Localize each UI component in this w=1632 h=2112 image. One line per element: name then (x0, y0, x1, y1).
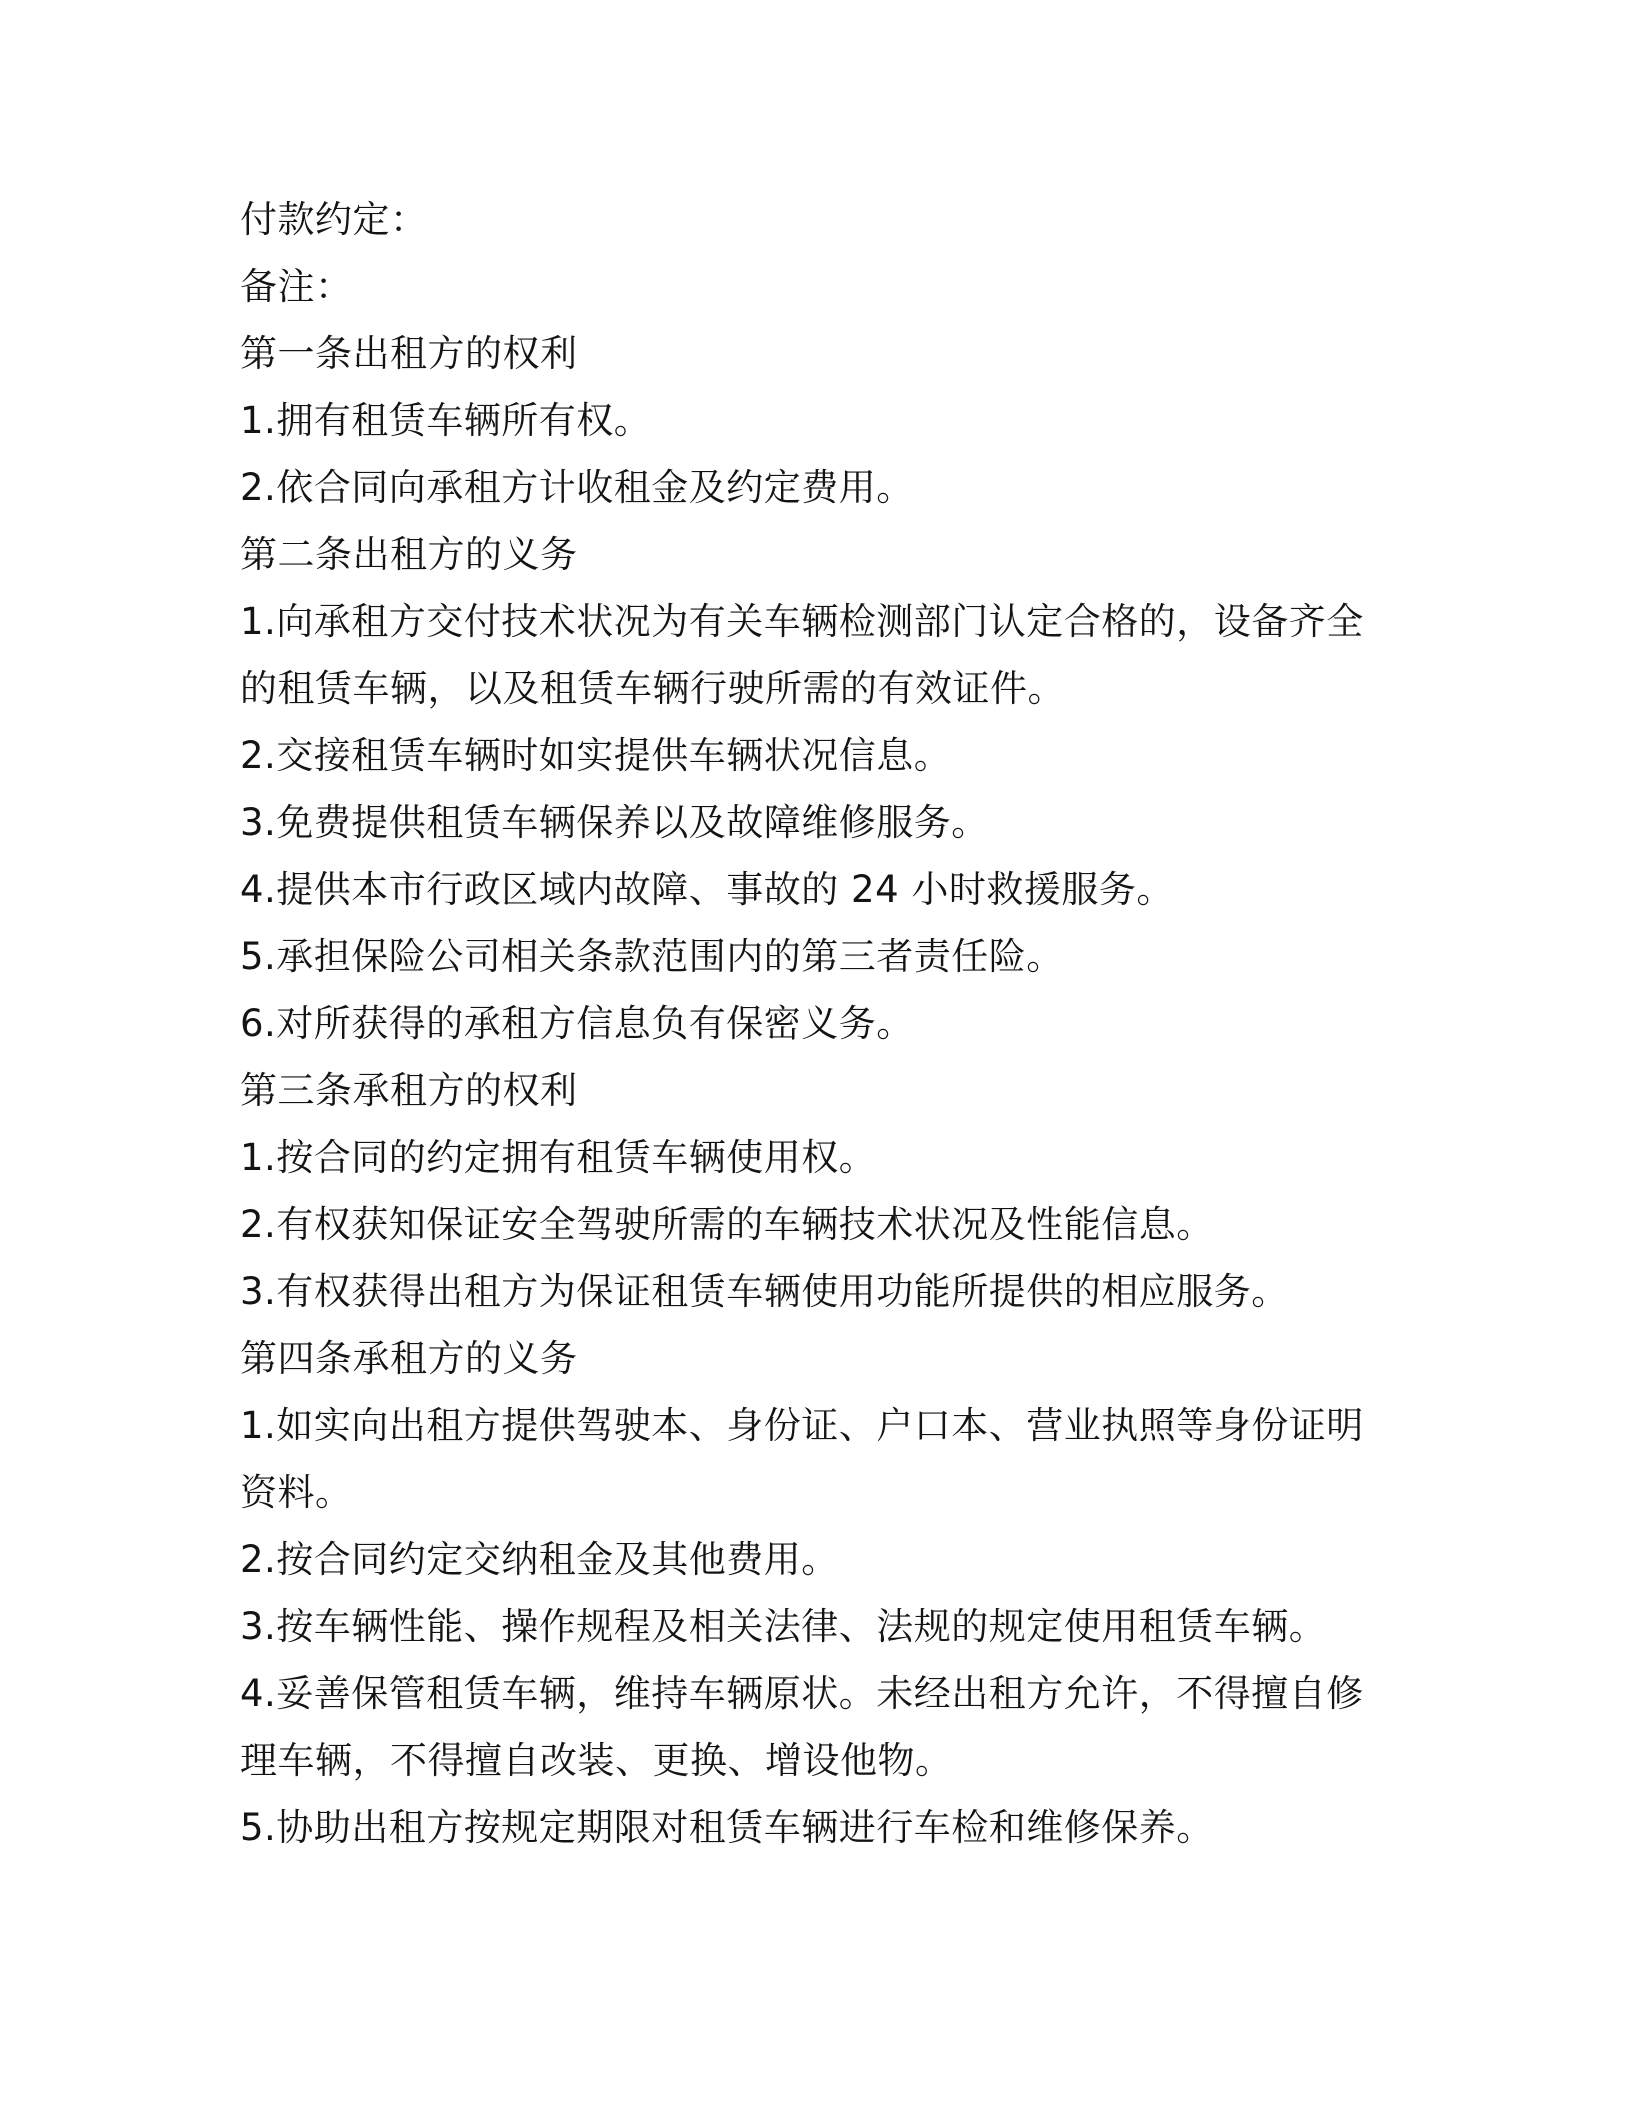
article-4-item-2: 2.按合同约定交纳租金及其他费用。 (240, 1538, 839, 1581)
article-3-item-1: 1.按合同的约定拥有租赁车辆使用权。 (240, 1136, 877, 1179)
article-4-item-5: 5.协助出租方按规定期限对租赁车辆进行车检和维修保养。 (240, 1806, 1214, 1849)
article-4-item-4: 4.妥善保管租赁车辆，维持车辆原状。未经出租方允许，不得擅自修 (240, 1672, 1364, 1715)
article-2-item-2: 2.交接租赁车辆时如实提供车辆状况信息。 (240, 734, 952, 777)
article-4-item-1-continued: 资料。 (240, 1471, 353, 1514)
article-2-item-3: 3.免费提供租赁车辆保养以及故障维修服务。 (240, 801, 989, 844)
article-3-item-3: 3.有权获得出租方为保证租赁车辆使用功能所提供的相应服务。 (240, 1270, 1289, 1313)
article-4-item-3: 3.按车辆性能、操作规程及相关法律、法规的规定使用租赁车辆。 (240, 1605, 1327, 1648)
article-2-item-1: 1.向承租方交付技术状况为有关车辆检测部门认定合格的，设备齐全 (240, 600, 1364, 643)
article-4-heading: 第四条承租方的义务 (240, 1337, 578, 1380)
article-1-item-1: 1.拥有租赁车辆所有权。 (240, 399, 652, 442)
payment-terms-label: 付款约定： (240, 198, 428, 241)
article-4-item-1: 1.如实向出租方提供驾驶本、身份证、户口本、营业执照等身份证明 (240, 1404, 1364, 1447)
article-2-item-6: 6.对所获得的承租方信息负有保密义务。 (240, 1002, 914, 1045)
remarks-label: 备注： (240, 265, 353, 308)
article-2-item-4: 4.提供本市行政区域内故障、事故的 24 小时救援服务。 (240, 868, 1174, 911)
article-2-item-5: 5.承担保险公司相关条款范围内的第三者责任险。 (240, 935, 1064, 978)
article-3-heading: 第三条承租方的权利 (240, 1069, 578, 1112)
article-3-item-2: 2.有权获知保证安全驾驶所需的车辆技术状况及性能信息。 (240, 1203, 1214, 1246)
article-4-item-4-continued: 理车辆，不得擅自改装、更换、增设他物。 (240, 1739, 953, 1782)
article-2-item-1-continued: 的租赁车辆，以及租赁车辆行驶所需的有效证件。 (240, 667, 1065, 710)
article-1-heading: 第一条出租方的权利 (240, 332, 578, 375)
article-1-item-2: 2.依合同向承租方计收租金及约定费用。 (240, 466, 914, 509)
article-2-heading: 第二条出租方的义务 (240, 533, 578, 576)
document-body (240, 186, 1364, 1861)
